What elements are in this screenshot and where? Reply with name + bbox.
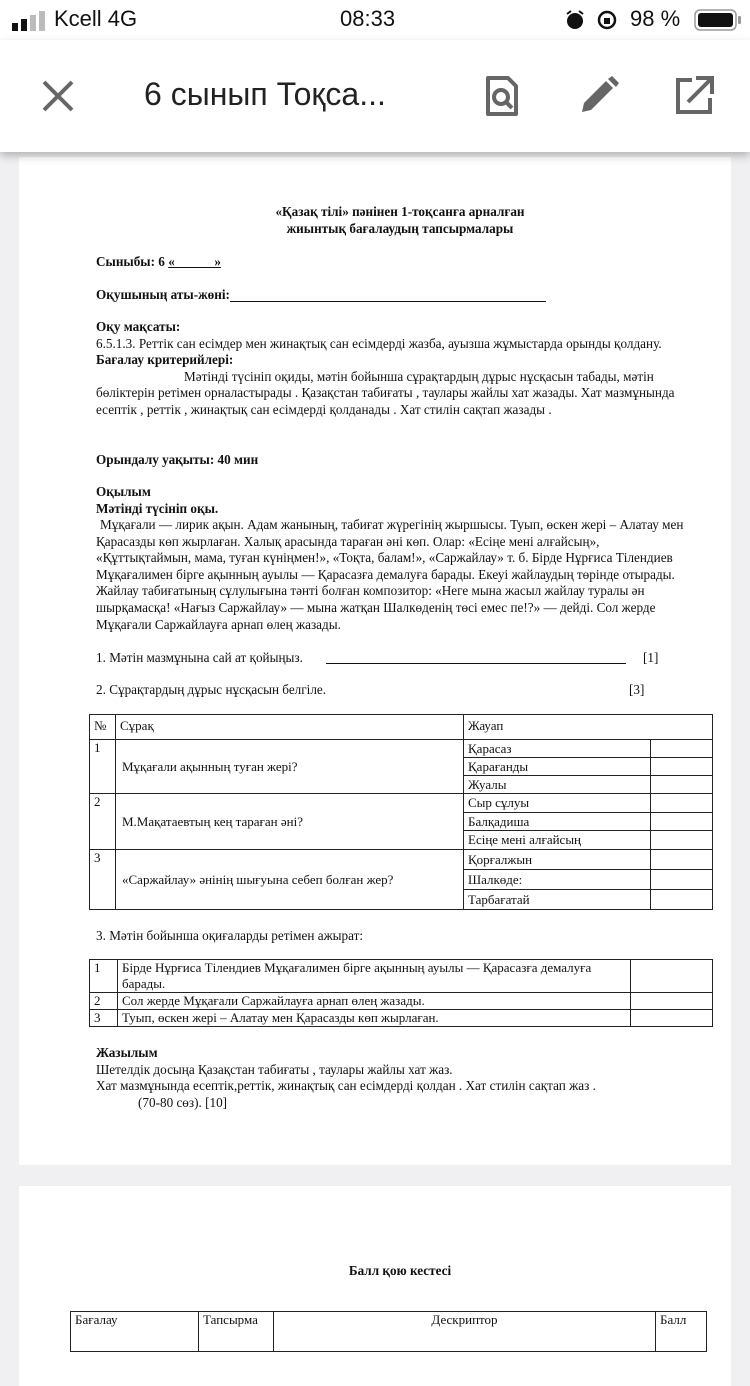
status-bar	[0, 0, 750, 40]
reading-section	[96, 484, 692, 633]
document-title-block	[19, 204, 750, 237]
open-external-icon[interactable]	[672, 74, 716, 118]
answer-option: Балқадиша	[464, 812, 651, 831]
questions-table	[89, 714, 713, 910]
reading-heading: Оқылым	[96, 484, 151, 499]
answer-option: Қарасаз	[464, 740, 651, 758]
reading-text: Мұқағали — лирик ақын. Адам жанының, табиғат жүрегінің жыршысы. Туып, өскен жері – Алатау мен Қарасазды көп жырлаған. Халық арасында тараған әні көп. Олар: «Есіңе мені алғайсың», «Құттықтаймын, мама, туған күніңмен!», «Тоқта, балам!», «Саржайлау» т. б. Бірде Нұрғиса Тілендиев Мұқағалимен бірге ақынның ауылы — Қарасазға демалуға барады. Екеуі жайлаудың төрінде отырады. Жайлау табиғатының сұлулығына тәнті болған композитор: «Неге мына жасыл жайлау туралы ән шырқамасқа! «Нағыз Саржайлау» — мына жатқан Шалкөденің төсі емес пе!?» — дейді. Сол жерде Мұқағали Саржайлауға арнап өлең жазады.	[96, 517, 684, 632]
class-label: Сыныбы: 6	[96, 254, 165, 269]
goal-text: 6.5.1.3. Реттік сан есімдер мен жинақтық сан есімдерді жазба, ауызша жұмыстарда орынды қолдану.	[96, 335, 662, 351]
answer-checkbox-cell[interactable]	[651, 758, 713, 776]
writing-text: Хат мазмұнында есептік,реттік, жинақтық сан есімдерді қолдан . Хат стилін сақтап жаз .	[96, 1078, 596, 1093]
battery-percent: 98 %	[630, 6, 681, 31]
answer-option: Қорғалжын	[464, 850, 651, 870]
time-label: Орындалу уақыты: 40 мин	[96, 452, 259, 467]
document-page-1	[19, 157, 731, 1165]
document-page-2	[19, 1186, 731, 1386]
answer-checkbox-cell[interactable]	[651, 870, 713, 890]
order-answer-cell[interactable]	[631, 993, 713, 1010]
header-descriptor: Дескриптор	[274, 1312, 656, 1352]
header-score: Балл	[656, 1312, 707, 1352]
event-number: 2	[90, 993, 118, 1010]
order-answer-cell[interactable]	[631, 1010, 713, 1027]
table-row	[90, 740, 713, 758]
carrier: Kcell 4G	[54, 6, 138, 31]
header-question: Сұрақ	[116, 715, 464, 740]
answer-line	[326, 663, 626, 664]
table-row	[90, 960, 713, 993]
goal-heading: Оқу мақсаты:	[96, 319, 181, 334]
answer-option: Жуалы	[464, 776, 651, 794]
clock: 08:33	[340, 6, 396, 31]
writing-text: Шетелдік досыңа Қазақстан табиғаты , таулары жайлы хат жаз.	[96, 1061, 453, 1077]
answer-checkbox-cell[interactable]	[651, 812, 713, 831]
signal-icon	[12, 11, 46, 31]
student-name-field	[96, 287, 546, 302]
table-row	[90, 794, 713, 813]
title-line: жиынтық бағалаудың тапсырмалары	[286, 220, 514, 236]
header-task: Тапсырма	[199, 1312, 274, 1352]
question-text: Мұқағали ақынның туған жері?	[116, 740, 464, 794]
scoring-table-title: Балл қою кестесі	[348, 1263, 452, 1278]
question-2-score: [3]	[629, 682, 645, 697]
header-criteria: Бағалау	[71, 1312, 199, 1352]
alarm-icon	[564, 9, 586, 31]
student-label: Оқушының аты-жөні:	[96, 287, 230, 302]
learning-goal	[96, 319, 686, 418]
answer-option: Шалкөде:	[464, 870, 651, 890]
class-value: «______»	[168, 254, 221, 269]
answer-checkbox-cell[interactable]	[651, 890, 713, 910]
scoring-table	[70, 1311, 707, 1352]
answer-option: Есіңе мені алғайсың	[464, 831, 651, 850]
order-table	[89, 959, 713, 1027]
document-title: 6 сынып Тоқса...	[144, 76, 386, 112]
writing-heading: Жазылым	[96, 1045, 158, 1060]
close-icon[interactable]	[36, 74, 80, 118]
writing-word-count: (70-80 сөз). [10]	[138, 1094, 228, 1110]
pencil-icon[interactable]	[576, 74, 620, 118]
document-toolbar	[0, 40, 750, 152]
answer-checkbox-cell[interactable]	[651, 776, 713, 794]
question-2: 2. Сұрақтардың дұрыс нұсқасын белгіле.	[96, 682, 327, 697]
answer-checkbox-cell[interactable]	[651, 794, 713, 813]
table-row	[90, 993, 713, 1010]
table-row	[90, 1010, 713, 1027]
event-text: Бірде Нұрғиса Тілендиев Мұқағалимен бірге ақынның ауылы — Қарасазға демалуға барады.	[118, 960, 631, 993]
question-text: «Саржайлау» әнінің шығуына себеп болған жер?	[116, 850, 464, 910]
answer-checkbox-cell[interactable]	[651, 831, 713, 850]
question-3: 3. Мәтін бойынша оқиғаларды ретімен ажырат:	[96, 928, 364, 943]
rotation-lock-icon	[596, 9, 618, 31]
question-number: 3	[90, 850, 116, 910]
question-1-score: [1]	[643, 650, 659, 665]
criteria-heading: Бағалау критерийлері:	[96, 352, 234, 367]
criteria-text: Мәтінді түсініп оқиды, мәтін бойынша сұрақтардың дұрыс нұсқасын табады, мәтін бөліктерін ретімен орналастырады . Қазақстан табиғаты , таулары жайлы хат жазады. Хат мазмұнында есептік , реттік , жинақтық сан есімдерді қолданады . Хат стилін сақтап жазады .	[96, 368, 675, 417]
title-line: «Қазақ тілі» пәнінен 1-тоқсанға арналған	[275, 204, 525, 219]
battery-icon	[694, 9, 742, 31]
event-number: 1	[90, 960, 118, 993]
event-text: Сол жерде Мұқағали Саржайлауға арнап өлең жазады.	[118, 993, 631, 1010]
table-header-row	[90, 715, 713, 740]
question-number: 2	[90, 794, 116, 850]
reading-subheading: Мәтінді түсініп оқы.	[96, 500, 219, 516]
question-text: М.Мақатаевтың кең тараған әні?	[116, 794, 464, 850]
answer-checkbox-cell[interactable]	[651, 850, 713, 870]
header-answer: Жауап	[464, 715, 713, 740]
event-number: 3	[90, 1010, 118, 1027]
search-document-icon[interactable]	[480, 74, 524, 118]
table-row	[90, 850, 713, 870]
event-text: Туып, өскен жері – Алатау мен Қарасазды көп жырлаған.	[118, 1010, 631, 1027]
answer-checkbox-cell[interactable]	[651, 740, 713, 758]
question-number: 1	[90, 740, 116, 794]
answer-option: Сыр сұлуы	[464, 794, 651, 813]
class-field	[96, 254, 221, 271]
answer-option: Қарағанды	[464, 758, 651, 776]
header-num: №	[90, 715, 116, 740]
answer-option: Тарбағатай	[464, 890, 651, 910]
order-answer-cell[interactable]	[631, 960, 713, 993]
question-1: 1. Мәтін мазмұнына сай ат қойыңыз.	[96, 650, 303, 665]
writing-section	[96, 1045, 696, 1111]
